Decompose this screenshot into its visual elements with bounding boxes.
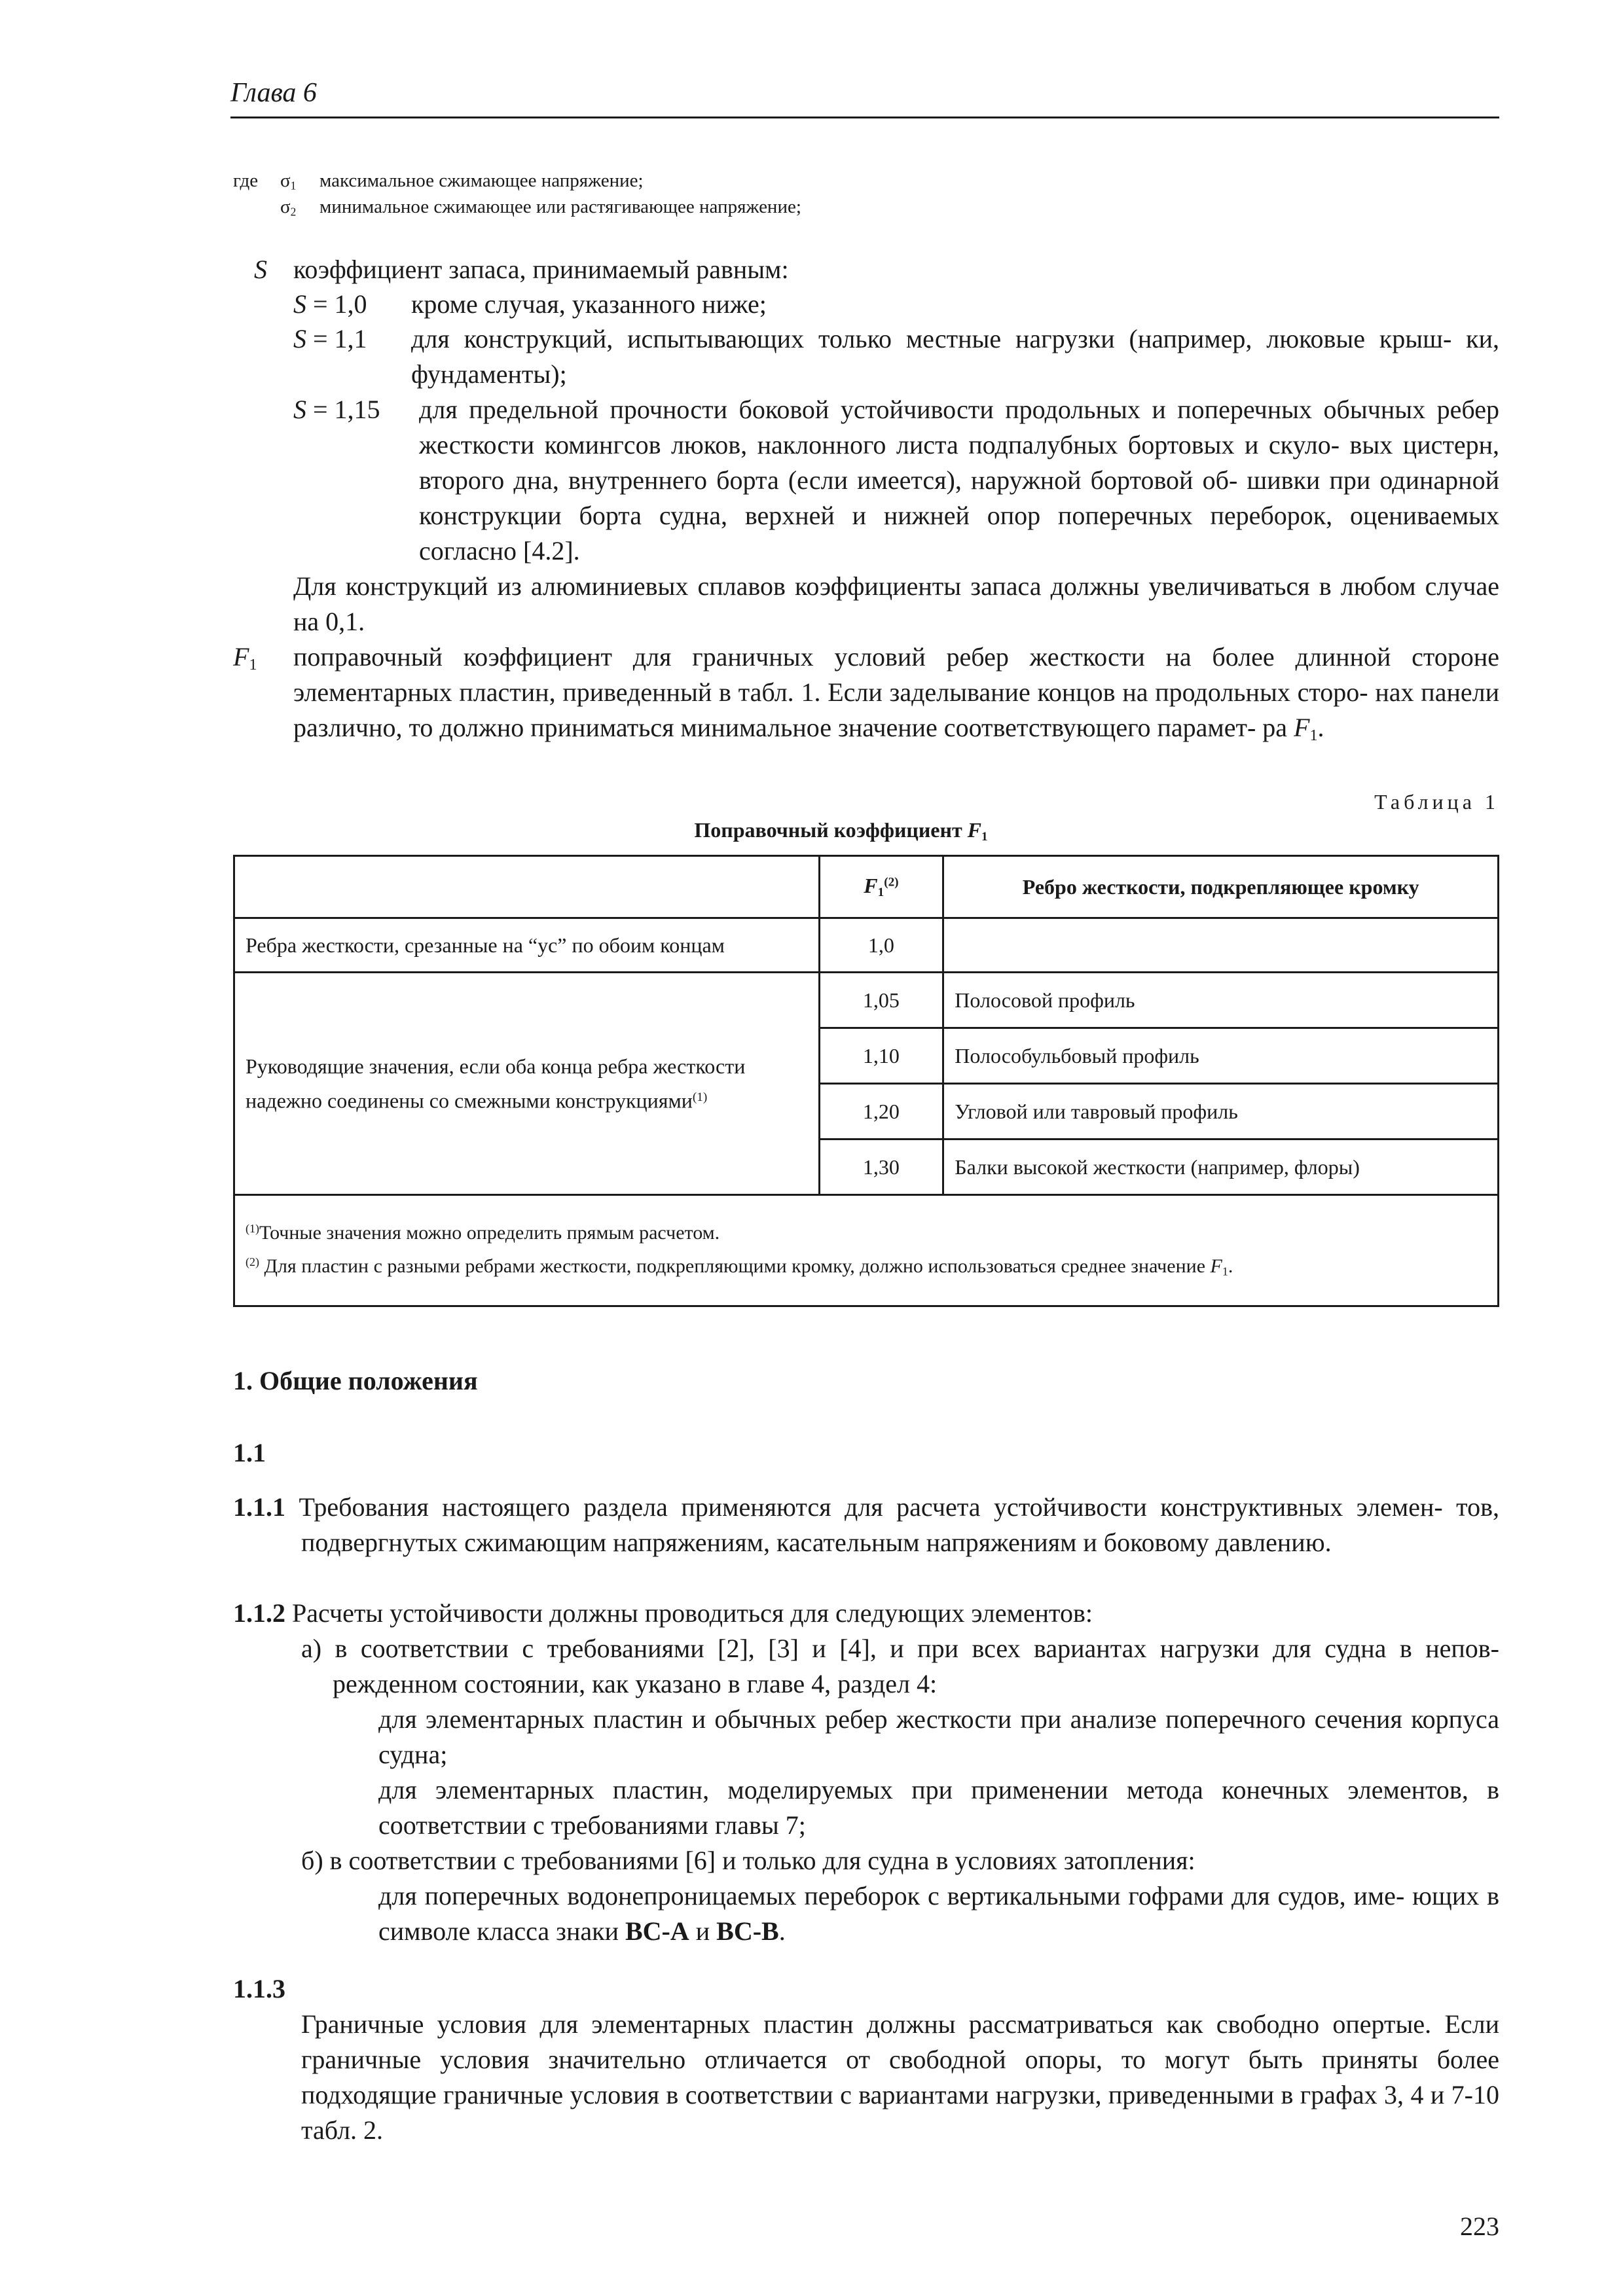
sigma1-symbol: $\sigma_1$	[280, 170, 297, 192]
paragraph-1-1-3: Граничные условия для элементарных пластин должны рассматриваться как свободно опертые. Если граничные условия значительно отличается от свободной опоры, то могут быть приняты более подходящие граничные условия в соответствии с вариантами нагрузки, приведенными в графах 3, 4 и 7-10 табл. 2.	[301, 2009, 1499, 2145]
sigma2-definition: минимальное сжимающее или растягивающее напряжение;	[319, 196, 801, 217]
table-note-1: $^{(1)}$Точные значения можно определить прямым расчетом.	[246, 1221, 720, 1244]
aluminium-note: Для конструкций из алюминиевых сплавов коэффициенты запаса должны увеличиваться в любом случае на 0,1.	[293, 571, 1499, 636]
item-b-1: для поперечных водонепроницаемых переборок с вертикальными гофрами для судов, име- ющих в символе класса знаки BC-A и BC-B.	[378, 1881, 1499, 1946]
f1-definition: поправочный коэффициент для граничных условий ребер жесткости на более длинной стороне элементарных пластин, приведенный в табл. 1. Если заделывание концов на продольных сторо- нах панели различно, то должно приниматься минимальное значение соответствующего парамет- ра $F_1$.	[293, 642, 1499, 744]
table-header-row	[234, 856, 1499, 918]
item-a-1: для элементарных пластин и обычных ребер жесткости при анализе поперечного сечения корпуса судна;	[378, 1704, 1499, 1769]
s-desc-2: для конструкций, испытывающих только местные нагрузки (например, люковые крыш- ки, фундаменты);	[411, 324, 1499, 389]
row-value: 1,0	[819, 918, 943, 973]
row-label: Ребра жесткости, срезанные на “ус” по обоим концам	[234, 918, 820, 973]
header-rule	[230, 117, 1499, 118]
row-desc: Угловой или тавровый профиль	[943, 1084, 1499, 1139]
item-b: б) в соответствии с требованиями [6] и только для судна в условиях затопления:	[301, 1846, 1195, 1875]
s-desc-1: кроме случая, указанного ниже;	[411, 289, 767, 319]
page-number: 223	[1460, 2212, 1499, 2241]
correction-factor-table	[233, 855, 1499, 1307]
row-desc: Балки высокой жесткости (например, флоры)	[943, 1139, 1499, 1195]
row-value: 1,20	[819, 1084, 943, 1139]
table-note-2: $^{(2)}$ Для пластин с разными ребрами жесткости, подкрепляющими кромку, должно использоваться среднее значение $F_1$.	[246, 1255, 1233, 1278]
row-desc-empty	[943, 918, 1499, 973]
header-f1: $F_1^{(2)}$	[819, 856, 943, 918]
item-a-2: для элементарных пластин, моделируемых при применении метода конечных элементов, в соответствии с требованиями главы 7;	[378, 1775, 1499, 1840]
s-desc-3: для предельной прочности боковой устойчивости продольных и поперечных обычных ребер жесткости комингсов люков, наклонного листа подпалубных бортовых и скуло- вых цистерн, второго дна, внутреннего борта (если имеется), наружной бортовой об- шивки при одинарной конструкции борта судна, верхней и нижней опор поперечных переборок, оцениваемых согласно [4.2].	[419, 395, 1499, 565]
section-title: 1. Общие положения	[233, 1366, 478, 1395]
paragraph-1-1-3-number: 1.1.3	[233, 1974, 285, 2003]
f1-symbol: $F_1$	[233, 642, 257, 673]
header-empty-cell	[234, 856, 820, 918]
table-title: Поправочный коэффициент $F_1$	[694, 818, 988, 844]
row-desc: Полособульбовый профиль	[943, 1028, 1499, 1084]
table-number: Таблица 1	[1374, 790, 1499, 814]
item-a: а) в соответствии с требованиями [2], [3] и [4], и при всех вариантах нагрузки для судна в непов- режденном состоянии, как указано в главе 4, раздел 4:	[301, 1634, 1499, 1698]
sigma2-symbol: $\sigma_2$	[280, 196, 297, 219]
sigma1-definition: максимальное сжимающее напряжение;	[319, 170, 644, 191]
table-notes-row	[234, 1195, 1499, 1306]
chapter-header: Глава 6	[230, 78, 317, 108]
table-row	[234, 918, 1499, 973]
paragraph-1-1-2: 1.1.2 Расчеты устойчивости должны проводиться для следующих элементов:	[233, 1598, 1093, 1628]
row-desc: Полосовой профиль	[943, 973, 1499, 1028]
s-intro: коэффициент запаса, принимаемый равным:	[293, 255, 789, 284]
s-value-2: S = 1,1	[293, 324, 367, 353]
table-row	[234, 973, 1499, 1028]
where-label: где	[233, 170, 259, 191]
paragraph-1-1-1: 1.1.1 Требования настоящего раздела применяются для расчета устойчивости конструктивных элемен- тов, подвергнутых сжимающим напряжениям, касательным напряжениям и боковому давлению.	[233, 1492, 1500, 1557]
section-1-1: 1.1	[233, 1438, 266, 1467]
header-stiffener: Ребро жесткости, подкрепляющее кромку	[943, 856, 1499, 918]
row-value: 1,10	[819, 1028, 943, 1084]
group-label: Руководящие значения, если оба конца ребра жесткости надежно соединены со смежными конструкциями$^{(1)}$	[234, 973, 820, 1195]
s-value-3: S = 1,15	[293, 395, 380, 424]
table-notes	[234, 1195, 1499, 1306]
row-value: 1,05	[819, 973, 943, 1028]
s-value-1: S = 1,0	[293, 289, 367, 319]
row-value: 1,30	[819, 1139, 943, 1195]
s-symbol: S	[254, 255, 267, 284]
